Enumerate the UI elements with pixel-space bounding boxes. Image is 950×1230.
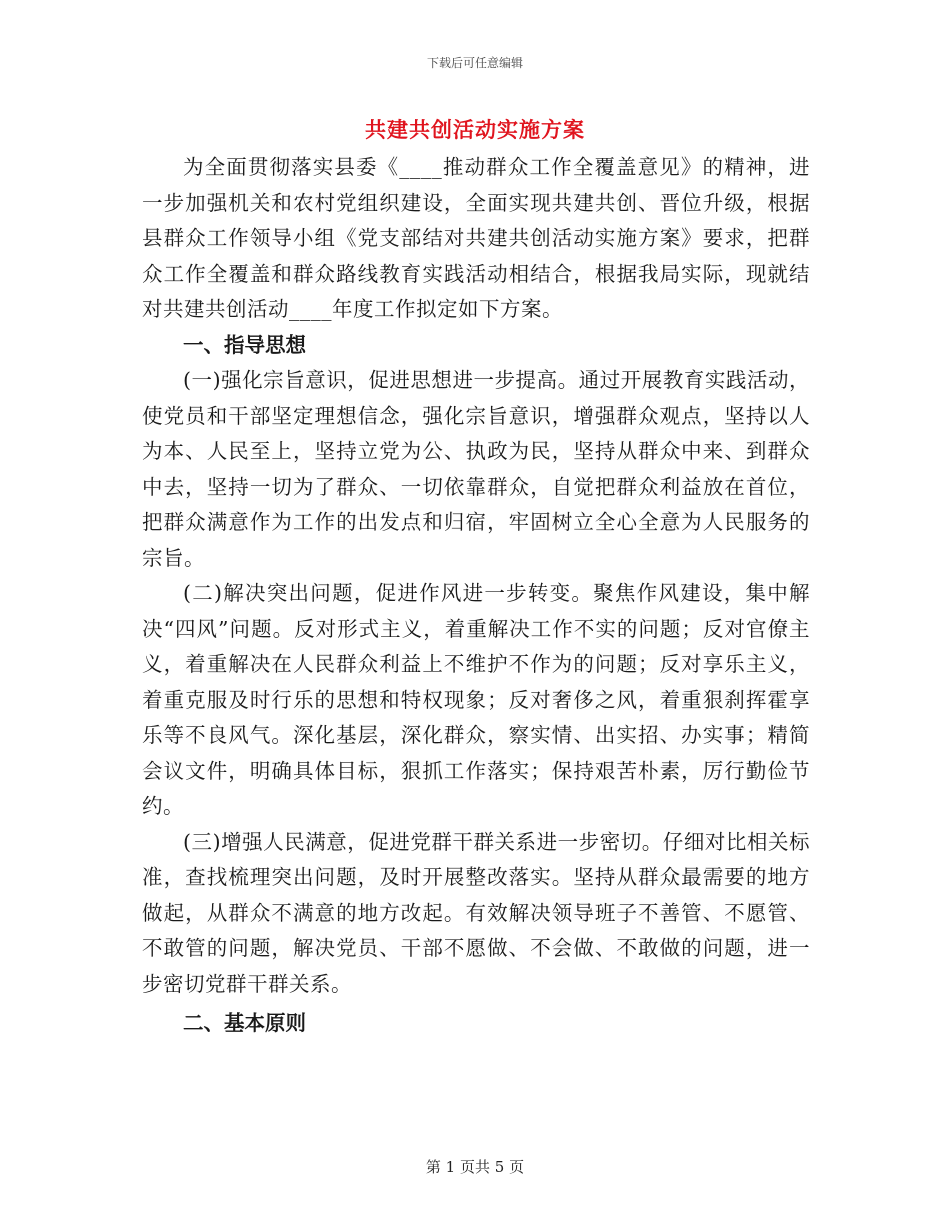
item-paragraph-2: (二)解决突出问题，促进作风进一步转变。聚焦作风建设，集中解决“四风”问题。反对形式主义，着重解决工作不实的问题；反对官僚主义，着重解决在人民群众利益上不维护不作为的问题；反对享乐主义，着重克服及时行乐的思想和特权现象；反对奢侈之风，着重狠刹挥霍享乐等不良风气。深化基层，深化群众，察实情、出实招、办实事；精简会议文件，明确具体目标，狠抓工作落实；保持艰苦朴素，厉行勤俭节约。 (142, 581, 810, 818)
intro-paragraph: 为全面贯彻落实县委《____推动群众工作全覆盖意见》的精神，进一步加强机关和农村党组织建设，全面实现共建共创、晋位升级，根据县群众工作领导小组《党支部结对共建共创活动实施方案》要求，把群众工作全覆盖和群众路线教育实践活动相结合，根据我局实际，现就结对共建共创活动____年度工作拟定如下方案。 (142, 155, 810, 321)
header-note: 下载后可任意编辑 (426, 56, 523, 70)
document-title: 共建共创活动实施方案 (365, 117, 585, 142)
item-paragraph-3: (三)增强人民满意，促进党群干群关系进一步密切。仔细对比相关标准，查找梳理突出问题，及时开展整改落实。坚持从群众最需要的地方做起，从群众不满意的地方改起。有效解决领导班子不善管、不愿管、不敢管的问题，解决党员、干部不愿做、不会做、不敢做的问题，进一步密切党群干群关系。 (142, 829, 810, 996)
item-paragraph-1: (一)强化宗旨意识，促进思想进一步提高。通过开展教育实践活动，使党员和干部坚定理想信念，强化宗旨意识，增强群众观点，坚持以人为本、人民至上，坚持立党为公、执政为民，坚持从群众中来、到群众中去，坚持一切为了群众、一切依靠群众，自觉把群众利益放在首位，把群众满意作为工作的出发点和归宿，牢固树立全心全意为人民服务的宗旨。 (142, 368, 810, 570)
section-heading-basic-principles: 二、基本原则 (183, 1011, 306, 1035)
document-body (142, 150, 810, 1042)
page-footer: 第 1 页共 5 页 (425, 1158, 525, 1176)
section-heading-guiding-ideology: 一、指导思想 (183, 332, 306, 357)
